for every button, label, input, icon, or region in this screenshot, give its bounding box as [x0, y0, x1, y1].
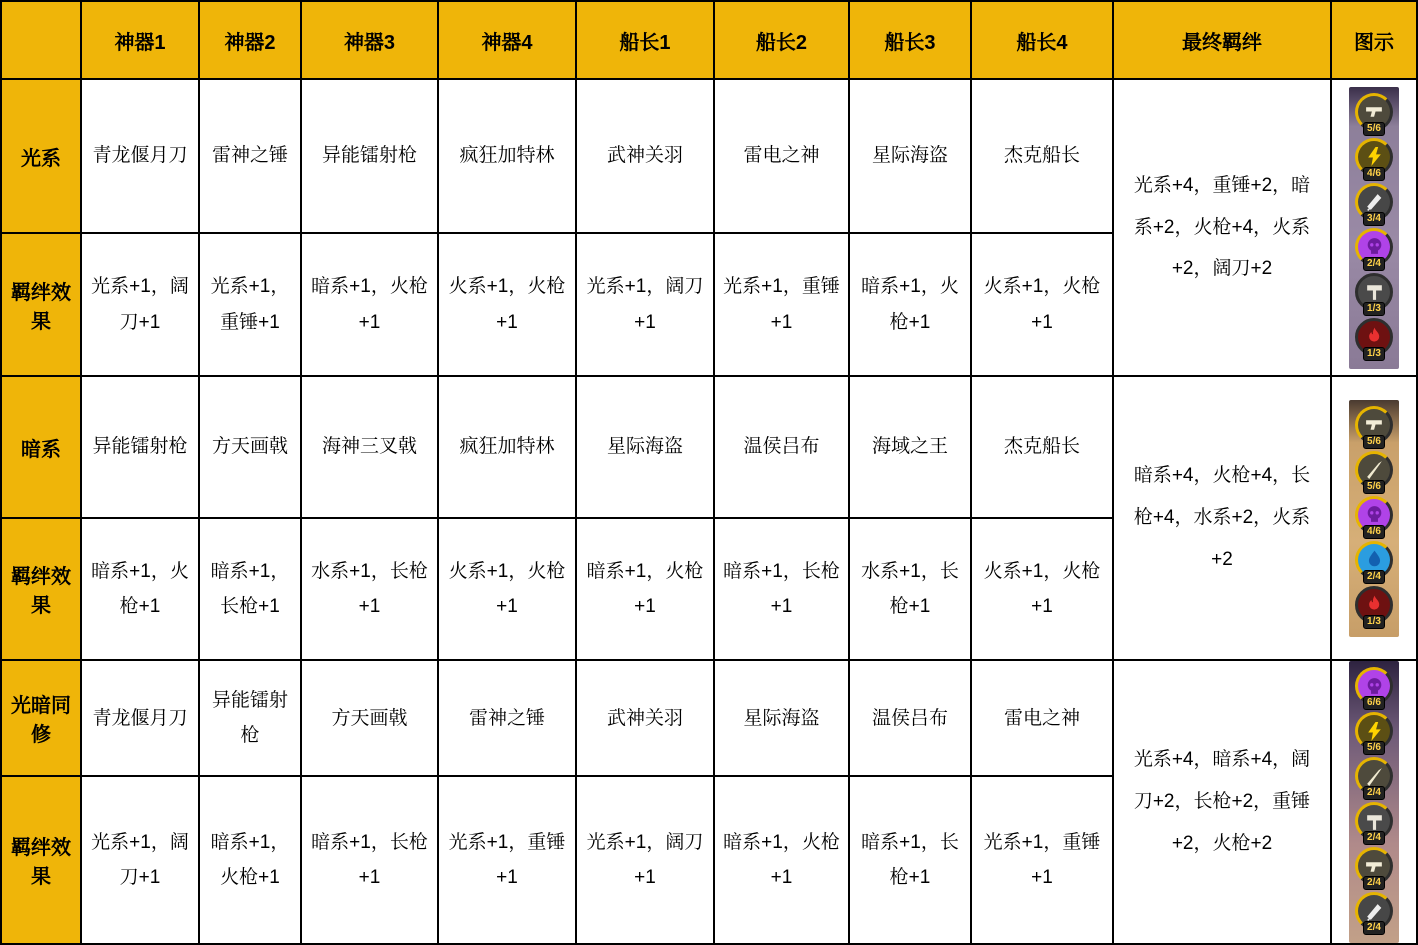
cell-lightdark-final-bond: 光系+4，暗系+4，阔刀+2，长枪+2，重锤+2，火枪+2 [1113, 660, 1331, 944]
bond-badge [1355, 406, 1393, 449]
bond-lightdark-artifact-3: 暗系+1，长枪+1 [301, 776, 438, 944]
bond-lightdark-artifact-2: 暗系+1，火枪+1 [199, 776, 301, 944]
bond-dark-captain-4: 火系+1，火枪+1 [971, 518, 1113, 660]
cell-lightdark-illustration [1331, 660, 1417, 944]
cell-light-artifact-3: 异能镭射枪 [301, 79, 438, 233]
bond-light-captain-4: 火系+1，火枪+1 [971, 233, 1113, 376]
bond-dark-artifact-2: 暗系+1，长枪+1 [199, 518, 301, 660]
bond-badge [1355, 183, 1393, 226]
bond-badge [1355, 93, 1393, 136]
bond-dark-artifact-3: 水系+1，长枪+1 [301, 518, 438, 660]
badge-count: 1/3 [1363, 302, 1385, 316]
bond-light-captain-2: 光系+1，重锤+1 [714, 233, 849, 376]
bond-badge [1355, 541, 1393, 584]
row-label-dark: 暗系 [1, 376, 81, 518]
col-header-artifact-3: 神器3 [301, 1, 438, 79]
bond-lightdark-artifact-1: 光系+1，阔刀+1 [81, 776, 199, 944]
bond-icon-strip [1349, 87, 1399, 369]
header-row [1, 1, 1417, 79]
col-header-captain-4: 船长4 [971, 1, 1113, 79]
badge-count: 2/4 [1363, 786, 1385, 800]
col-header-captain-2: 船长2 [714, 1, 849, 79]
dark-main-row [1, 376, 1417, 518]
cell-lightdark-artifact-2: 异能镭射枪 [199, 660, 301, 776]
bond-badge [1355, 318, 1393, 361]
badge-count: 2/4 [1363, 876, 1385, 890]
col-header-artifact-2: 神器2 [199, 1, 301, 79]
bond-lightdark-artifact-4: 光系+1，重锤+1 [438, 776, 576, 944]
row-label-lightdark: 光暗同修 [1, 660, 81, 776]
bond-light-captain-1: 光系+1，阔刀+1 [576, 233, 714, 376]
bond-light-artifact-2: 光系+1，重锤+1 [199, 233, 301, 376]
cell-light-captain-4: 杰克船长 [971, 79, 1113, 233]
bond-lightdark-captain-1: 光系+1，阔刀+1 [576, 776, 714, 944]
col-header-illustration: 图示 [1331, 1, 1417, 79]
bond-icon-strip [1349, 661, 1399, 943]
bond-badge [1355, 273, 1393, 316]
bond-icon-strip [1349, 400, 1399, 637]
cell-lightdark-artifact-3: 方天画戟 [301, 660, 438, 776]
badge-count: 5/6 [1363, 480, 1385, 494]
light-main-row [1, 79, 1417, 233]
bond-badge [1355, 586, 1393, 629]
cell-lightdark-captain-3: 温侯吕布 [849, 660, 971, 776]
corner-cell [1, 1, 81, 79]
cell-dark-artifact-4: 疯狂加特林 [438, 376, 576, 518]
bond-dark-captain-3: 水系+1，长枪+1 [849, 518, 971, 660]
row-label-bond-effect: 羁绊效果 [1, 518, 81, 660]
cell-light-captain-2: 雷电之神 [714, 79, 849, 233]
badge-count: 4/6 [1363, 525, 1385, 539]
col-header-artifact-1: 神器1 [81, 1, 199, 79]
badge-count: 2/4 [1363, 831, 1385, 845]
badge-count: 2/4 [1363, 570, 1385, 584]
cell-dark-captain-2: 温侯吕布 [714, 376, 849, 518]
badge-count: 4/6 [1363, 167, 1385, 181]
cell-light-artifact-2: 雷神之锤 [199, 79, 301, 233]
bond-dark-captain-2: 暗系+1，长枪+1 [714, 518, 849, 660]
badge-count: 5/6 [1363, 122, 1385, 136]
bond-badge [1355, 138, 1393, 181]
col-header-captain-1: 船长1 [576, 1, 714, 79]
bond-dark-artifact-4: 火系+1，火枪+1 [438, 518, 576, 660]
cell-dark-artifact-3: 海神三叉戟 [301, 376, 438, 518]
bond-dark-captain-1: 暗系+1，火枪+1 [576, 518, 714, 660]
cell-dark-captain-4: 杰克船长 [971, 376, 1113, 518]
bond-light-artifact-1: 光系+1，阔刀+1 [81, 233, 199, 376]
cell-lightdark-artifact-4: 雷神之锤 [438, 660, 576, 776]
bond-badge [1355, 228, 1393, 271]
cell-light-artifact-1: 青龙偃月刀 [81, 79, 199, 233]
bond-badge [1355, 892, 1393, 935]
bond-light-artifact-3: 暗系+1，火枪+1 [301, 233, 438, 376]
bond-badge [1355, 847, 1393, 890]
cell-dark-artifact-1: 异能镭射枪 [81, 376, 199, 518]
bond-badge [1355, 667, 1393, 710]
cell-light-captain-3: 星际海盗 [849, 79, 971, 233]
badge-count: 5/6 [1363, 435, 1385, 449]
cell-dark-artifact-2: 方天画戟 [199, 376, 301, 518]
bond-lightdark-captain-2: 暗系+1，火枪+1 [714, 776, 849, 944]
row-label-bond-effect: 羁绊效果 [1, 233, 81, 376]
badge-count: 2/4 [1363, 257, 1385, 271]
cell-lightdark-captain-1: 武神关羽 [576, 660, 714, 776]
cell-light-illustration [1331, 79, 1417, 376]
bond-lightdark-captain-3: 暗系+1，长枪+1 [849, 776, 971, 944]
badge-count: 6/6 [1363, 696, 1385, 710]
bond-badge [1355, 757, 1393, 800]
row-label-bond-effect: 羁绊效果 [1, 776, 81, 944]
cell-dark-illustration [1331, 376, 1417, 660]
bond-badge [1355, 712, 1393, 755]
badge-count: 3/4 [1363, 212, 1385, 226]
cell-lightdark-captain-2: 星际海盗 [714, 660, 849, 776]
bond-dark-artifact-1: 暗系+1，火枪+1 [81, 518, 199, 660]
col-header-final-bond: 最终羁绊 [1113, 1, 1331, 79]
row-label-light: 光系 [1, 79, 81, 233]
col-header-captain-3: 船长3 [849, 1, 971, 79]
bond-light-captain-3: 暗系+1，火枪+1 [849, 233, 971, 376]
col-header-artifact-4: 神器4 [438, 1, 576, 79]
badge-count: 5/6 [1363, 741, 1385, 755]
bond-lightdark-captain-4: 光系+1，重锤+1 [971, 776, 1113, 944]
cell-dark-captain-3: 海域之王 [849, 376, 971, 518]
cell-dark-final-bond: 暗系+4，火枪+4，长枪+4，水系+2，火系+2 [1113, 376, 1331, 660]
cell-light-final-bond: 光系+4，重锤+2，暗系+2，火枪+4，火系+2，阔刀+2 [1113, 79, 1331, 376]
bond-badge [1355, 451, 1393, 494]
badge-count: 2/4 [1363, 921, 1385, 935]
bond-badge [1355, 802, 1393, 845]
badge-count: 1/3 [1363, 347, 1385, 361]
cell-lightdark-artifact-1: 青龙偃月刀 [81, 660, 199, 776]
badge-count: 1/3 [1363, 615, 1385, 629]
lightdark-main-row [1, 660, 1417, 776]
bond-badge [1355, 496, 1393, 539]
cell-lightdark-captain-4: 雷电之神 [971, 660, 1113, 776]
cell-dark-captain-1: 星际海盗 [576, 376, 714, 518]
bond-light-artifact-4: 火系+1，火枪+1 [438, 233, 576, 376]
cell-light-artifact-4: 疯狂加特林 [438, 79, 576, 233]
cell-light-captain-1: 武神关羽 [576, 79, 714, 233]
